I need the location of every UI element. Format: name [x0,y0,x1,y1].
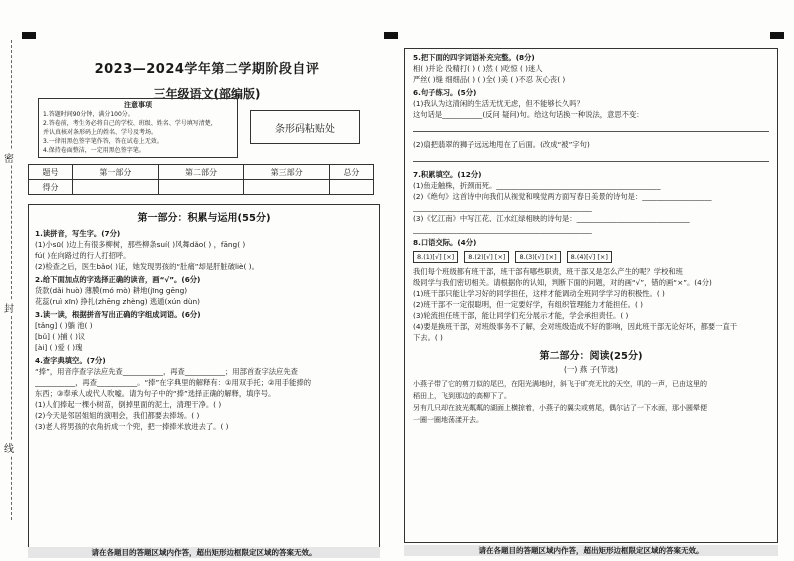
question-line: (1)小sū( )边上有很多柳树，那些柳条suí( )风舞dǎo( ) ，fāng( ) [35,240,246,249]
question-line: 我们每个班级都有班干部，班干部有哪些职责，班干部又是怎么产生的呢？学校和班 [413,267,683,276]
question-line: (3)轮流担任班干部，能让同学们充分展示才能，学会承担责任。( ) [413,311,629,320]
left-footer: 请在各题目的答题区域内作答，超出矩形边框限定区域的答案无效。 [28,547,380,558]
question-line: fú( )在向路过的行人打招呼。 [35,251,131,260]
question-heading: 7.积累填空。(12分) [413,170,482,179]
question-heading: 2.给下面加点的字选择正确的读音，画“√”。(6分) [35,275,201,284]
right-answer-box [404,48,778,543]
question-line: _________________________________________________ [413,203,592,212]
answer-line[interactable] [413,122,769,132]
oral-option[interactable]: 8.(4)[√] [×] [567,251,612,263]
corner-mark-tr [770,32,784,39]
question-line: (3)老人将男孩的衣角折成一个兜，把一捧捧米放进去了。( ) [35,422,229,431]
right-footer: 请在各题目的答题区域内作答，超出矩形边框限定区域的答案无效。 [404,545,778,556]
question-line: (2)《绝句》这首诗中向我们从视觉和嗅觉两方面写春日美景的诗句是：___________________ [413,192,712,201]
binding-char-mi: 密 [4,150,14,165]
notice-line: 2.答卷前，考生务必将自己的学校、班级、姓名、学号填写清楚， [43,120,217,127]
score-cell[interactable] [244,180,330,195]
question-line: “捧”，用音序查字法应先查___________，再查___________；用部首查字法应先查 [35,367,298,376]
part-one-title: 第一部分：积累与运用(55分) [137,213,271,224]
q7-q8 [413,169,769,248]
passage-line: 小燕子带了它的剪刀似的尾巴，在阳光满地时，斜飞于旷亮无比的天空，叽的一声，已由这里的 [413,380,707,388]
question-heading: 1.读拼音，写生字。(7分) [35,229,121,238]
score-header-cell: 第三部分 [244,165,330,180]
question-line: _________________________________________________ [413,225,592,234]
corner-mark-tl [22,32,36,39]
exam-title: 2023—2024学年第二学期阶段自评 [94,62,320,77]
question-heading: 8.口语交际。(4分) [413,238,477,247]
notice-line: 3.一律用黑色签字笔作答，答在试卷上无效。 [43,138,163,145]
right-column [404,48,778,558]
score-cell[interactable] [329,180,373,195]
question-line: 下去。( ) [413,333,443,342]
part-one-box [28,204,380,554]
score-table [28,164,374,195]
question-line: [bǔ] ( )捕 ( )议 [35,332,86,341]
question-heading: 6.句子练习。(5分) [413,88,477,97]
question-line: 相( )并论 没精打( ) ( )然 ( )吃惊 ( )迷人 [413,64,543,73]
score-header-cell: 总分 [329,165,373,180]
question-line: (1)班干部只能让学习好的同学担任，这样才能调动全班同学学习的积极性。( ) [413,289,665,298]
score-header-cell: 第二部分 [158,165,244,180]
binding-line [0,40,24,520]
notice-line: 并认真核对条形码上的姓名、学号及考场。 [43,129,158,136]
reading-title: (一) 燕 子(节选) [564,365,618,374]
notice-box [38,98,238,158]
question-line: 货款(dǎi huò) 薄膜(mó mò) 耕地(jīng gēng) [35,286,188,295]
score-header-cell: 第一部分 [73,165,159,180]
question-line: [tǎng] ( )躺 池( ) [35,321,93,330]
oral-option[interactable]: 8.(1)[√] [×] [413,251,458,263]
passage-line: 一圈一圈地荡漾开去。 [413,416,483,424]
question-line: (1)鱼走触株，折颈而死。_____________________________________________ [413,181,661,190]
exam-subtitle: 三年级语文(部编版) [153,87,261,101]
question-line: (2)扇把翡翠的狮子远远地甩在了后面。(改成“被”字句) [413,140,590,149]
q6-part2 [413,139,769,150]
question-line: (1)人们捧起一棵小树苗，倒掉里面的泥土，清理干净。( ) [35,400,222,409]
score-row-label: 得分 [29,180,73,195]
question-heading: 4.查字典填空。(7分) [35,356,106,365]
answer-line[interactable] [413,152,769,162]
question-heading: 3.读一读，根据拼音写出正确的字组成词语。(6分) [35,310,201,319]
question-line: ___________，再查___________。“捧”在字典里的解释有：①用双手托；②用手能捧的 [35,378,312,387]
q8-statements [413,266,769,343]
oral-option[interactable]: 8.(3)[√] [×] [515,251,560,263]
q5-q6 [413,52,769,120]
question-line: 东西；③奉承人或代人吹嘘。请为句子中的“捧”选择正确的解释，填序号。 [35,389,276,398]
question-line: (4)要是换班干部，对班级事务不了解，会对班级造成不好的影响，因此班干部无论好坏，都要一直干 [413,322,738,331]
score-cell[interactable] [158,180,244,195]
corner-mark-mid [384,32,398,39]
oral-option[interactable]: 8.(2)[√] [×] [464,251,509,263]
notice-title: 注意事项 [124,101,152,109]
score-cell[interactable] [73,180,159,195]
passage-line: 稻田上，飞到那边的高柳下了。 [413,392,511,400]
score-header-cell: 题号 [29,165,73,180]
notice-line: 4.保持卷面整洁，一定用黑色签字笔。 [43,147,145,154]
question-heading: 5.把下面的四字词语补充完整。(8分) [413,53,535,62]
reading-passage [413,378,769,426]
binding-char-feng: 封 [4,300,14,315]
question-line: 级同学与我们密切相关。请根据你的认知，判断下面的问题，对的画“√”，错的画“×”。(4分) [413,278,712,287]
notice-line: 1.答题时间90分钟，满分100分。 [43,111,134,118]
question-line: (2)班干部不一定很聪明，但一定要好学，有组织管理能力才能担任。( ) [413,300,643,309]
left-column [28,52,386,557]
question-line: (2)今天是邻居姐姐的演唱会，我们都要去捧场。( ) [35,411,200,420]
question-line: 这句话是___________(反问 疑问)句。给这句话换一种说法，意思不变： [413,110,644,119]
question-line: 花蕊(ruì xīn) 挣扎(zhēng zhèng) 逃遁(xún dùn) [35,297,200,306]
question-line: [ài] ( )爱 ( )瑰 [35,343,83,352]
oral-answer-options [413,251,769,263]
question-line: (1)我认为这清闲的生活无忧无虑，但不能够长久吗？ [413,99,584,108]
question-line: (3)《忆江南》中写江花、江水红绿相映的诗句是：_______________________________ [413,214,690,223]
part-one-questions [35,228,373,432]
passage-line: 另有几只却在波光粼粼的湖面上横掠着，小燕子的翼尖或剪尾，偶尔沾了一下水面，那小圆晕便 [413,404,707,412]
barcode-area: 条形码粘贴处 [250,110,360,144]
question-line: 严丝( )缝 细细品( ) ( )全( )美 ( )不忍 灰心丧( ) [413,75,566,84]
part-two-title: 第二部分：阅读(25分) [539,351,643,362]
question-line: (2)检查之后，医生bǎo( )证，她发现男孩的“肚痛”却是肝脏破liè( )。 [35,262,259,271]
binding-char-xian: 线 [4,440,14,455]
